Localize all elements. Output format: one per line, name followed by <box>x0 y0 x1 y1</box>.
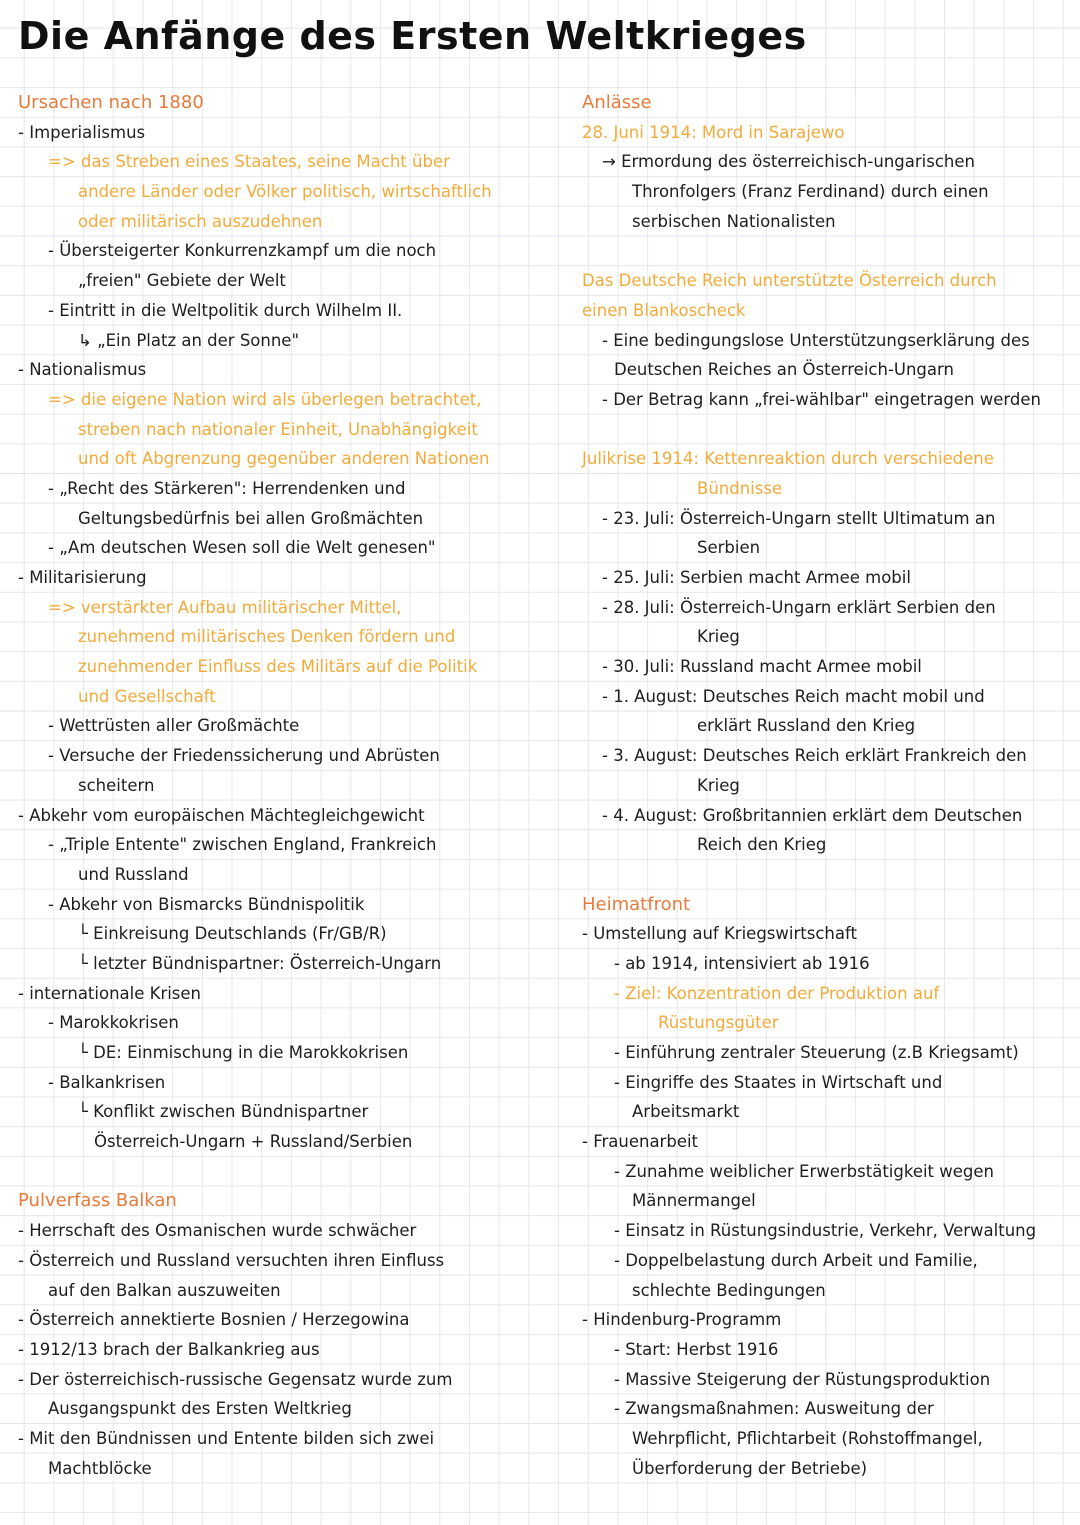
note-line: - Abkehr von Bismarcks Bündnispolitik <box>48 894 365 914</box>
note-line: andere Länder oder Völker politisch, wirtschaftlich <box>78 182 492 202</box>
note-line: - Österreich annektierte Bosnien / Herzegowina <box>18 1310 410 1330</box>
note-line: Arbeitsmarkt <box>632 1102 740 1122</box>
note-line: └ Einkreisung Deutschlands (Fr/GB/R) <box>78 924 387 944</box>
note-line <box>582 236 1078 266</box>
note-line: Machtblöcke <box>48 1458 152 1478</box>
section-heading: Ursachen nach 1880 <box>18 92 204 113</box>
note-line: - Versuche der Friedenssicherung und Abrüsten <box>48 746 440 766</box>
note-line: und oft Abgrenzung gegenüber anderen Nationen <box>78 449 490 469</box>
note-line: oder militärisch auszudehnen <box>78 211 323 231</box>
note-line: schlechte Bedingungen <box>632 1280 826 1300</box>
note-line: Geltungsbedürfnis bei allen Großmächten <box>78 508 424 528</box>
section-heading: Heimatfront <box>582 893 691 915</box>
note-line: - Imperialismus <box>18 122 146 142</box>
note-line: - 25. Juli: Serbien macht Armee mobil <box>602 568 911 587</box>
note-line: Wehrpflicht, Pflichtarbeit (Rohstoffmangel, <box>632 1428 983 1448</box>
note-line: - „Am deutschen Wesen soll die Welt genesen" <box>48 538 436 558</box>
note-line: └ Konflikt zwischen Bündnispartner <box>78 1102 369 1122</box>
section-heading: Anlässe <box>582 92 652 113</box>
note-line: „freien" Gebiete der Welt <box>78 271 286 291</box>
note-line: Serbien <box>697 538 761 558</box>
note-line: erklärt Russland den Krieg <box>697 716 916 736</box>
note-line: zunehmend militärisches Denken fördern und <box>78 627 456 647</box>
note-line: - 3. August: Deutsches Reich erklärt Frankreich den <box>602 746 1027 766</box>
note-line: - Hindenburg-Programm <box>582 1310 782 1330</box>
note-line: └ DE: Einmischung in die Marokkokrisen <box>78 1043 409 1062</box>
note-line: - Massive Steigerung der Rüstungsproduktion <box>614 1369 991 1389</box>
note-line: scheitern <box>78 775 155 795</box>
note-line: - „Recht des Stärkeren": Herrendenken und <box>48 478 406 498</box>
note-line: - Übersteigerter Konkurrenzkampf um die noch <box>48 241 437 261</box>
note-line <box>582 415 1078 445</box>
note-line: - Österreich und Russland versuchten ihren Einfluss <box>18 1250 445 1270</box>
note-line: - Start: Herbst 1916 <box>614 1339 779 1359</box>
note-line: ↳ „Ein Platz an der Sonne" <box>78 330 300 350</box>
note-line: - Zunahme weiblicher Erwerbstätigkeit wegen <box>614 1161 994 1181</box>
note-line: - Militarisierung <box>18 568 147 587</box>
note-line: - Eingriffe des Staates in Wirtschaft und <box>614 1072 943 1092</box>
note-line: - Wettrüsten aller Großmächte <box>48 716 300 736</box>
left-column <box>18 88 538 1483</box>
note-line: Das Deutsche Reich unterstützte Österreich durch <box>582 271 997 291</box>
note-line: - internationale Krisen <box>18 983 202 1003</box>
note-line: - Doppelbelastung durch Arbeit und Familie, <box>614 1250 978 1270</box>
note-line: Österreich-Ungarn + Russland/Serbien <box>94 1132 413 1152</box>
note-line: Deutschen Reiches an Österreich-Ungarn <box>614 360 954 380</box>
page-title: Die Anfänge des Ersten Weltkrieges <box>18 14 807 58</box>
note-line: => das Streben eines Staates, seine Macht über <box>48 152 450 172</box>
note-line: - Eintritt in die Weltpolitik durch Wilhelm II. <box>48 300 403 320</box>
note-line: - Eine bedingungslose Unterstützungserklärung des <box>602 330 1030 350</box>
note-line: - Balkankrisen <box>48 1072 166 1092</box>
note-line: - „Triple Entente" zwischen England, Frankreich <box>48 835 437 855</box>
note-line: - 28. Juli: Österreich-Ungarn erklärt Serbien den <box>602 597 996 617</box>
note-line: - 1912/13 brach der Balkankrieg aus <box>18 1339 320 1359</box>
section-heading: Pulverfass Balkan <box>18 1190 177 1212</box>
note-line: - Herrschaft des Osmanischen wurde schwächer <box>18 1221 417 1241</box>
note-line: Reich den Krieg <box>697 835 827 855</box>
note-line <box>18 1157 538 1187</box>
note-line: einen Blankoscheck <box>582 300 746 320</box>
note-line: => verstärkter Aufbau militärischer Mittel, <box>48 597 402 617</box>
note-line: - Mit den Bündnissen und Entente bilden sich zwei <box>18 1428 435 1448</box>
note-line: 28. Juni 1914: Mord in Sarajewo <box>582 122 845 142</box>
note-line <box>582 860 1078 890</box>
note-line: - Einführung zentraler Steuerung (z.B Kriegsamt) <box>614 1043 1019 1062</box>
note-line: Julikrise 1914: Kettenreaktion durch verschiedene <box>582 449 994 469</box>
note-line: - Der Betrag kann „frei-wählbar" eingetragen werden <box>602 389 1041 409</box>
note-line: - 30. Juli: Russland macht Armee mobil <box>602 657 922 677</box>
right-column <box>582 88 1078 1483</box>
note-line: und Russland <box>78 864 189 884</box>
note-line: Überforderung der Betriebe) <box>632 1458 868 1478</box>
note-line: zunehmender Einfluss des Militärs auf die Politik <box>78 657 478 677</box>
note-line: - Frauenarbeit <box>582 1132 699 1152</box>
note-line: Bündnisse <box>697 478 783 498</box>
note-line: - Ziel: Konzentration der Produktion auf <box>614 983 940 1003</box>
note-line: serbischen Nationalisten <box>632 211 836 231</box>
note-line: auf den Balkan auszuweiten <box>48 1280 281 1300</box>
note-line: Thronfolgers (Franz Ferdinand) durch einen <box>632 182 989 202</box>
note-line: - 23. Juli: Österreich-Ungarn stellt Ultimatum an <box>602 508 996 528</box>
note-line: und Gesellschaft <box>78 686 216 706</box>
note-line: Krieg <box>697 775 740 795</box>
note-line: Ausgangspunkt des Ersten Weltkrieg <box>48 1399 352 1419</box>
note-line: - Einsatz in Rüstungsindustrie, Verkehr, Verwaltung <box>614 1221 1037 1241</box>
note-line: - 1. August: Deutsches Reich macht mobil und <box>602 686 985 706</box>
note-line: └ letzter Bündnispartner: Österreich-Ungarn <box>78 953 442 973</box>
note-line: streben nach nationaler Einheit, Unabhängigkeit <box>78 419 478 439</box>
note-line: - Der österreichisch-russische Gegensatz wurde zum <box>18 1369 453 1389</box>
note-line: → Ermordung des österreichisch-ungarischen <box>602 152 975 172</box>
note-line: - ab 1914, intensiviert ab 1916 <box>614 953 870 973</box>
note-line: - Nationalismus <box>18 360 147 380</box>
note-line: - 4. August: Großbritannien erklärt dem Deutschen <box>602 805 1023 825</box>
note-line: Männermangel <box>632 1191 756 1211</box>
note-line: - Marokkokrisen <box>48 1013 179 1033</box>
note-line: - Abkehr vom europäischen Mächtegleichgewicht <box>18 805 425 825</box>
note-line: - Umstellung auf Kriegswirtschaft <box>582 924 857 944</box>
note-line: Rüstungsgüter <box>658 1013 779 1033</box>
note-line: - Zwangsmaßnahmen: Ausweitung der <box>614 1399 934 1419</box>
note-line: Krieg <box>697 627 740 647</box>
note-line: => die eigene Nation wird als überlegen betrachtet, <box>48 389 482 409</box>
